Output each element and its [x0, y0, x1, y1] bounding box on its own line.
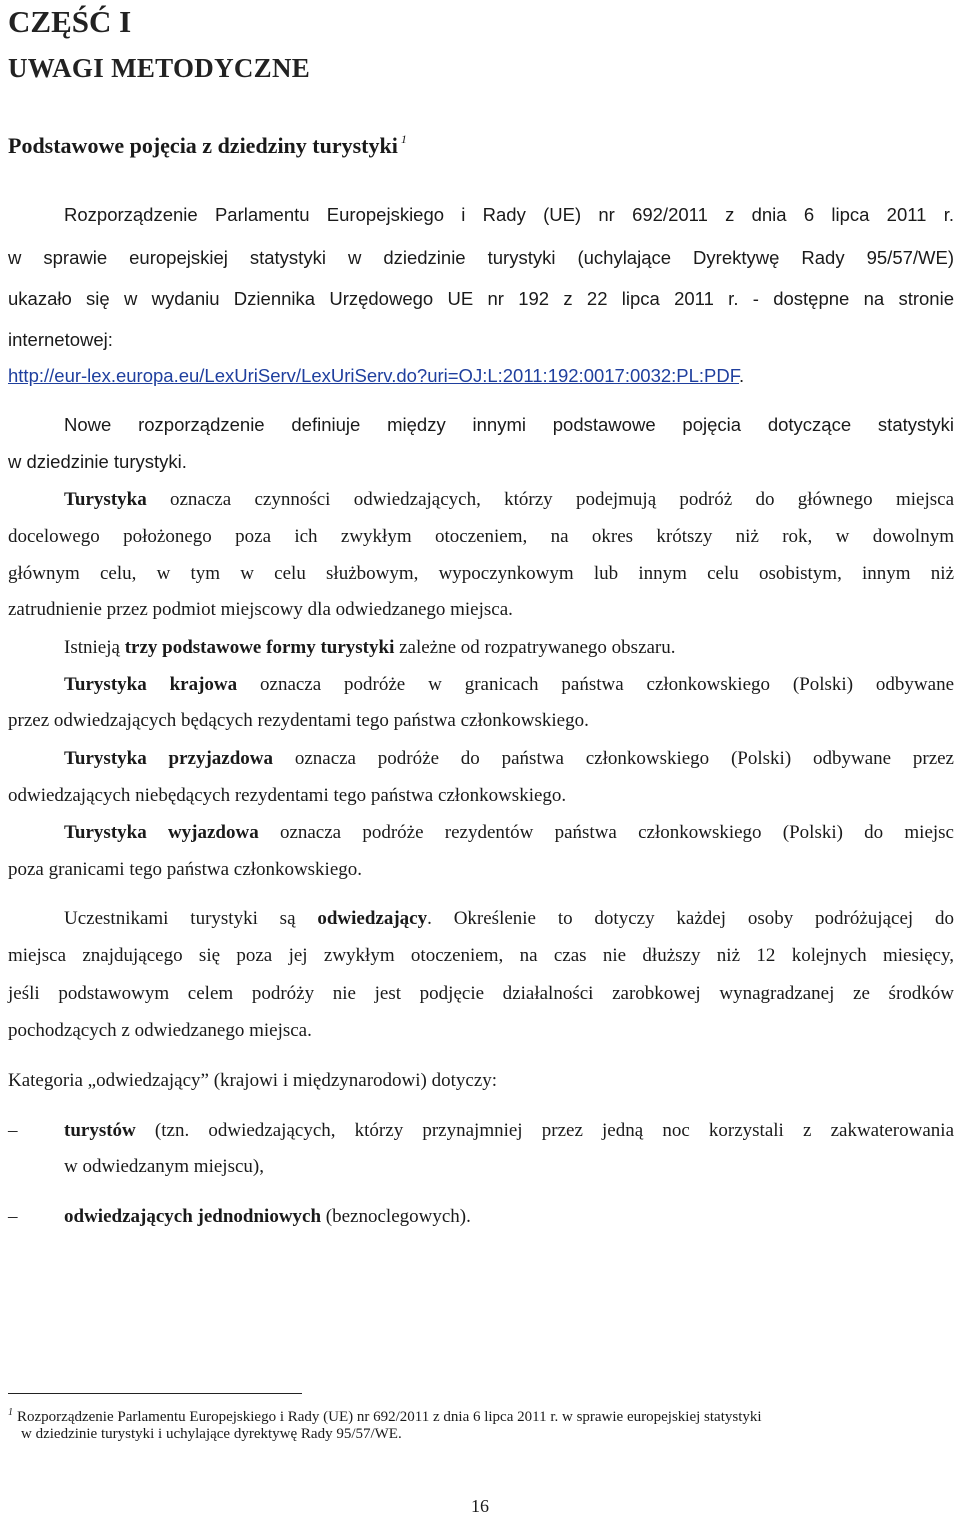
- wyjazdowa-line-1: [64, 821, 954, 845]
- regulation-line-3: ukazało się w wydaniu Dziennika Urzędowego UE nr 192 z 22 lipca 2011 r. - dostępne na stronie: [8, 288, 954, 309]
- list-dash-2: –: [8, 1206, 18, 1227]
- term-turystyka: Turystyka: [64, 489, 147, 510]
- uczestnicy-line-1: [64, 907, 954, 931]
- heading: [8, 126, 407, 159]
- turystyka-line-2: docelowego położonego poza ich zwykłym otoczeniem, na okres krótszy niż rok, w dowolnym: [8, 526, 954, 547]
- list-item-1-line-1: [64, 1119, 954, 1143]
- uczestnicy-line-1-text: . Określenie to dotyczy każdej osoby podróżującej do: [427, 908, 954, 929]
- heading-text: Podstawowe pojęcia z dziedziny turystyki: [8, 133, 398, 158]
- regulation-link-line: [8, 364, 954, 388]
- przyjazdowa-line-1: [64, 747, 954, 771]
- footnote-line-1-text: Rozporządzenie Parlamentu Europejskiego i Rady (UE) nr 692/2011 z dnia 6 lipca 2011 r. w sprawie europejskiej statystyki: [17, 1409, 762, 1425]
- regulation-line-2: w sprawie europejskiej statystyki w dziedzinie turystyki (uchylające Dyrektywę Rady 95/57/WE): [8, 247, 954, 268]
- list-item-1-line-2: w odwiedzanym miejscu),: [64, 1156, 264, 1177]
- regulation-line-1: Rozporządzenie Parlamentu Europejskiego i Rady (UE) nr 692/2011 z dnia 6 lipca 2011 r.: [64, 204, 954, 225]
- uczestnicy-line-2: miejsca znajdującego się poza jej zwykłym otoczeniem, na czas nie dłuższy niż 12 kolejnych miesięcy,: [8, 945, 954, 966]
- regulation-line-6: Nowe rozporządzenie definiuje między innymi podstawowe pojęcia dotyczące statystyki: [64, 414, 954, 435]
- przyjazdowa-line-1-text: oznacza podróże do państwa członkowskiego (Polski) odbywane przez: [273, 748, 954, 769]
- krajowa-line-2: przez odwiedzających będących rezydentami tego państwa członkowskiego.: [8, 710, 589, 731]
- przyjazdowa-line-2: odwiedzających niebędących rezydentami tego państwa członkowskiego.: [8, 785, 567, 806]
- turystyka-line-4: zatrudnienie przez podmiot miejscowy dla odwiedzanego miejsca.: [8, 599, 513, 620]
- list-item-2: [64, 1205, 954, 1229]
- forms-line: [64, 636, 954, 660]
- term-jednodniowych: odwiedzających jednodniowych: [64, 1206, 322, 1227]
- footnote-separator: [8, 1393, 302, 1394]
- list-item-1-text: (tzn. odwiedzających, którzy przynajmniej przez jedną noc korzystali z zakwaterowania: [135, 1120, 954, 1141]
- footnote-line-2: w dziedzinie turystyki i uchylające dyrektywę Rady 95/57/WE.: [21, 1426, 402, 1442]
- regulation-line-7: w dziedzinie turystyki.: [8, 451, 187, 472]
- term-wyjazdowa: Turystyka wyjazdowa: [64, 822, 259, 843]
- krajowa-line-1: [64, 673, 954, 697]
- term-krajowa: Turystyka krajowa: [64, 674, 238, 695]
- forms-post: zależne od rozpatrywanego obszaru.: [394, 637, 676, 658]
- footnote-mark: 1: [8, 1407, 13, 1418]
- kategoria-line: Kategoria „odwiedzający” (krajowi i międzynarodowi) dotyczy:: [8, 1070, 498, 1091]
- list-dash-1: –: [8, 1120, 18, 1141]
- uczestnicy-pre: Uczestnikami turystyki są: [64, 908, 318, 929]
- page-number: 16: [471, 1496, 489, 1516]
- term-odwiedzajacy: odwiedzający: [317, 908, 428, 929]
- regulation-link-after: .: [739, 365, 745, 386]
- forms-bold: trzy podstawowe formy turystyki: [124, 637, 395, 658]
- krajowa-line-1-text: oznacza podróże w granicach państwa członkowskiego (Polski) odbywane: [237, 674, 954, 695]
- uczestnicy-line-3: jeśli podstawowym celem podróży nie jest podjęcie działalności zarobkowej wynagradzanej ze środków: [8, 983, 954, 1004]
- term-turystow: turystów: [64, 1120, 136, 1141]
- list-item-2-text: (beznoclegowych).: [321, 1206, 471, 1227]
- term-przyjazdowa: Turystyka przyjazdowa: [64, 748, 274, 769]
- uczestnicy-line-4: pochodzących z odwiedzanego miejsca.: [8, 1020, 312, 1041]
- footnote-ref: 1: [400, 132, 407, 146]
- turystyka-line-1: [64, 488, 954, 512]
- wyjazdowa-line-1-text: oznacza podróże rezydentów państwa członkowskiego (Polski) do miejsc: [258, 822, 954, 843]
- wyjazdowa-line-2: poza granicami tego państwa członkowskiego.: [8, 859, 363, 880]
- turystyka-line-3: głównym celu, w tym w celu służbowym, wypoczynkowym lub innym celu osobistym, innym niż: [8, 563, 954, 584]
- regulation-link[interactable]: http://eur-lex.europa.eu/LexUriServ/LexUriServ.do?uri=OJ:L:2011:192:0017:0032:PL:PDF: [8, 365, 740, 386]
- turystyka-line-1-text: oznacza czynności odwiedzających, którzy podejmują podróż do głównego miejsca: [146, 489, 954, 510]
- forms-pre: Istnieją: [64, 637, 125, 658]
- section-title: UWAGI METODYCZNE: [8, 53, 311, 83]
- regulation-line-4: internetowej:: [8, 329, 113, 350]
- part-title: CZĘŚĆ I: [8, 4, 132, 39]
